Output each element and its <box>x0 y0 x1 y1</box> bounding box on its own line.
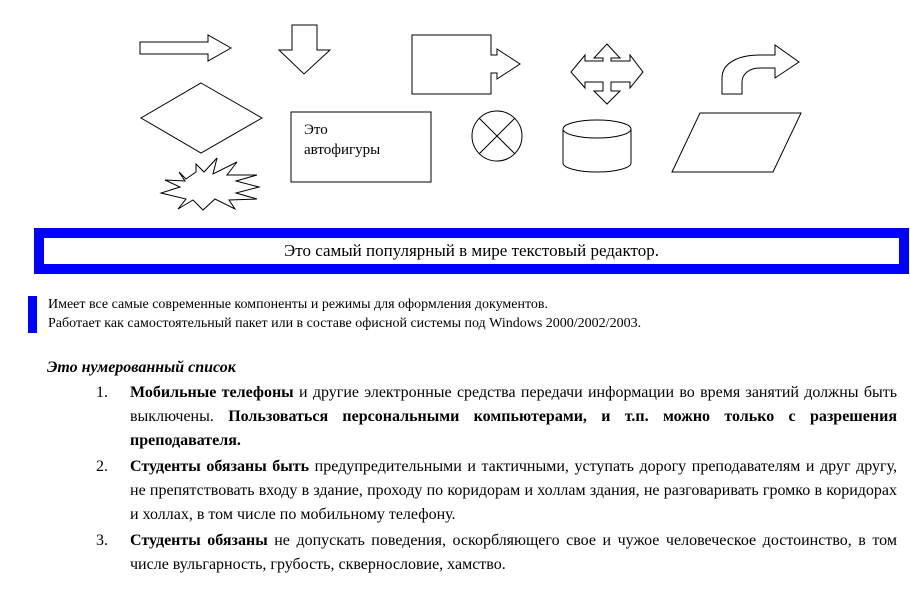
list-item-text: предупредительными и тактичными, уступать дорогу преподавателям и друг другу, не препятствовать входу в здание, проходу по коридорам и холлам здания, не разговаривать громко в коридорах и холлах, в том числе по мобильному телефону. <box>130 458 897 523</box>
list-item-number: 3. <box>96 532 108 549</box>
blue-frame <box>34 228 909 274</box>
right-arrow-callout-icon <box>412 35 520 94</box>
or-circle-icon <box>472 111 522 161</box>
list-item-number: 1. <box>96 384 108 401</box>
autoshapes-canvas <box>0 0 910 230</box>
bent-up-arrow-icon <box>722 45 799 94</box>
list-item-bold-tail: Пользоваться персональными компьютерами, и т.п. можно только с разрешения преподавателя. <box>130 408 897 449</box>
right-arrow-icon <box>140 35 231 61</box>
diamond-icon <box>141 83 262 153</box>
list-title: Это нумерованный список <box>47 359 236 376</box>
bar-paragraph-line2: Работает как самостоятельный пакет или в составе офисной системы под Windows 2000/2002/2003. <box>48 315 642 331</box>
textbox-line2: автофигуры <box>304 142 381 158</box>
list-item-bold: Студенты обязаны быть <box>130 458 310 475</box>
list-item <box>96 455 897 527</box>
list-item <box>96 529 897 577</box>
list-item <box>96 381 897 453</box>
frame-text: Это самый популярный в мире текстовый редактор. <box>44 238 899 264</box>
list-item-bold: Мобильные телефоны <box>130 384 294 401</box>
list-item-text: и другие электронные средства передачи информации во время занятий должны быть выключены. <box>130 384 898 425</box>
list-item-number: 2. <box>96 458 108 475</box>
explosion-icon <box>161 158 259 210</box>
bar-paragraph-line1: Имеет все самые современные компоненты и режимы для оформления документов. <box>48 297 549 312</box>
list-item-bold: Студенты обязаны <box>130 532 268 549</box>
cylinder-icon <box>563 120 631 172</box>
textbox-label <box>304 120 424 160</box>
textbox-line1: Это <box>304 122 328 138</box>
parallelogram-icon <box>672 113 801 172</box>
left-border-bar <box>28 296 37 333</box>
numbered-list <box>96 381 897 579</box>
down-arrow-icon <box>279 25 330 74</box>
bar-paragraph <box>28 296 908 333</box>
list-item-text: не допускать поведения, оскорбляющего свое и чужое человеческое достоинство, в том числе вульгарность, грубость, сквернословие, хамство. <box>130 532 898 573</box>
quad-arrow-icon <box>571 44 643 104</box>
